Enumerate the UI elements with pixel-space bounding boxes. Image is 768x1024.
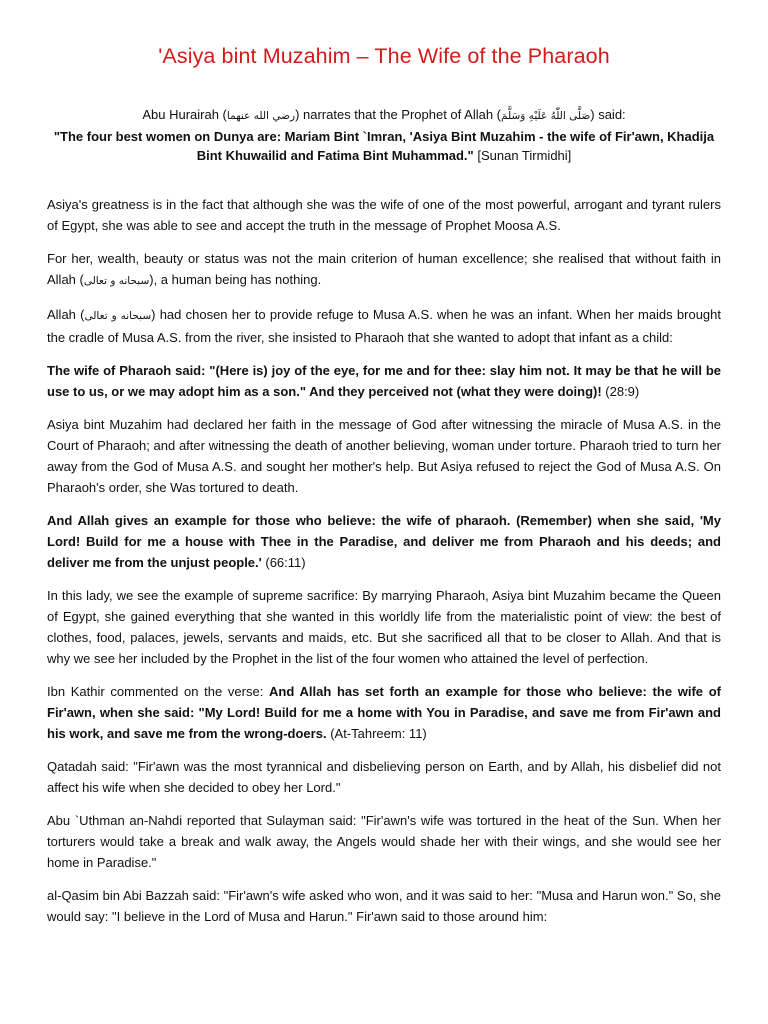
hadith-source: [Sunan Tirmidhi] (477, 148, 572, 163)
ibn-kathir-reference: (At-Tahreem: 11) (326, 725, 427, 741)
subhanahu-arabic: سبحانه و تعالى (84, 309, 152, 322)
hadith-said: ) said: (590, 107, 626, 122)
paragraph-ibn-kathir (47, 681, 721, 744)
paragraph-asiya-greatness: Asiya's greatness is in the fact that although she was the wife of one of the most powerful, arrogant and tyrant rulers of Egypt, she was able to see and accept the truth in the message of Prophet Moosa A.S. (47, 196, 721, 233)
quran-quote-66-11 (47, 510, 721, 573)
paragraph-qatadah: Qatadah said: "Fir'awn was the most tyrannical and disbelieving person on Earth, and by Allah, his disbelief did not affect his wife when she decided to obey her Lord." (47, 758, 721, 795)
paragraph-al-qasim: al-Qasim bin Abi Bazzah said: "Fir'awn's wife asked who won, and it was said to her: "Musa and Harun won." So, she would say: "I believe in the Lord of Musa and Harun." Fir'awn said to those around him: (47, 887, 721, 924)
subhanahu-arabic: سبحانه و تعالى (83, 274, 150, 287)
paragraph-refuge-text-a: Allah ( (47, 306, 85, 322)
paragraph-wealth-text-a: For her, wealth, beauty or status was not the main criterion of human excellence; she realised that without faith in Allah ( (47, 250, 721, 287)
paragraph-declared-faith: Asiya bint Muzahim had declared her faith in the message of God after witnessing the miracle of Musa A.S. in the Court of Pharaoh; and after witnessing the death of another believing, woman under torture. Pharaoh tried to turn her away from the God of Musa A.S. and sought her mother's help. But Asiya refused to reject the God of Musa A.S. On Pharaoh's order, she Was tortured to death. (47, 416, 721, 495)
quote-text: And Allah gives an example for those who believe: the wife of pharaoh. (Remember) when she said, 'My Lord! Build for me a house with Thee in the Paradise, and deliver me from Pharaoh and his deeds; and deliver me from the unjust people.' (47, 512, 721, 570)
paragraph-refuge (47, 304, 721, 348)
ibn-kathir-lead: Ibn Kathir commented on the verse: (47, 683, 270, 699)
quote-reference: (66:11) (261, 554, 306, 570)
paragraph-refuge-text-b: ) had chosen her to provide refuge to Musa A.S. when he was an infant. When her maids brought the cradle of Musa A.S. from the river, she insisted to Pharaoh that she wanted to adopt that infant as a child: (47, 306, 721, 345)
hadith-quote: "The four best women on Dunya are: Mariam Bint `Imran, 'Asiya Bint Muzahim - the wife of Fir'awn, Khadija Bint Khuwailid and Fatima Bint Muhammad." (53, 128, 715, 163)
salawat-arabic: صَلَّى اللّٰهُ عَلَيْهِ وَسَلَّمَ (501, 110, 591, 122)
quote-reference: (28:9) (601, 383, 640, 399)
paragraph-sacrifice: In this lady, we see the example of supreme sacrifice: By marrying Pharaoh, Asiya bint Muzahim became the Queen of Egypt, she gained everything that she wanted in this worldly life from the materialistic point of view: the best of clothes, food, palaces, jewels, servants and maids, etc. But she sacrificed all that to be closer to Allah. And that is why we see her included by the Prophet in the list of the four women who attained the level of perfection. (47, 587, 721, 666)
narrator-honorific-arabic: رضي الله عنهما (226, 110, 296, 122)
hadith-block (47, 105, 721, 166)
quote-text: The wife of Pharaoh said: "(Here is) joy of the eye, for me and for thee: slay him not. It may be that he will be use to us, or we may adopt him as a son." And they perceived not (what they were doing)! (47, 362, 721, 399)
quran-quote-28-9 (47, 360, 721, 402)
hadith-narrator: Abu Hurairah ( (142, 107, 227, 122)
paragraph-abu-uthman: Abu `Uthman an-Nahdi reported that Sulayman said: "Fir'awn's wife was tortured in the heat of the Sun. When her torturers would take a break and walk away, the Angels would shade her with their wings, and she would see her home in Paradise." (47, 812, 721, 870)
paragraph-wealth (47, 248, 721, 292)
hadith-mid: ) narrates that the Prophet of Allah ( (295, 107, 502, 122)
ibn-kathir-verse: And Allah has set forth an example for those who believe: the wife of Fir'awn, when she said: "My Lord! Build for me a home with You in Paradise, and save me from Fir'awn and his work, and save me from the wrong-doers. (47, 683, 721, 741)
page-title: 'Asiya bint Muzahim – The Wife of the Pharaoh (158, 44, 610, 68)
paragraph-wealth-text-b: ), a human being has nothing. (149, 271, 322, 287)
